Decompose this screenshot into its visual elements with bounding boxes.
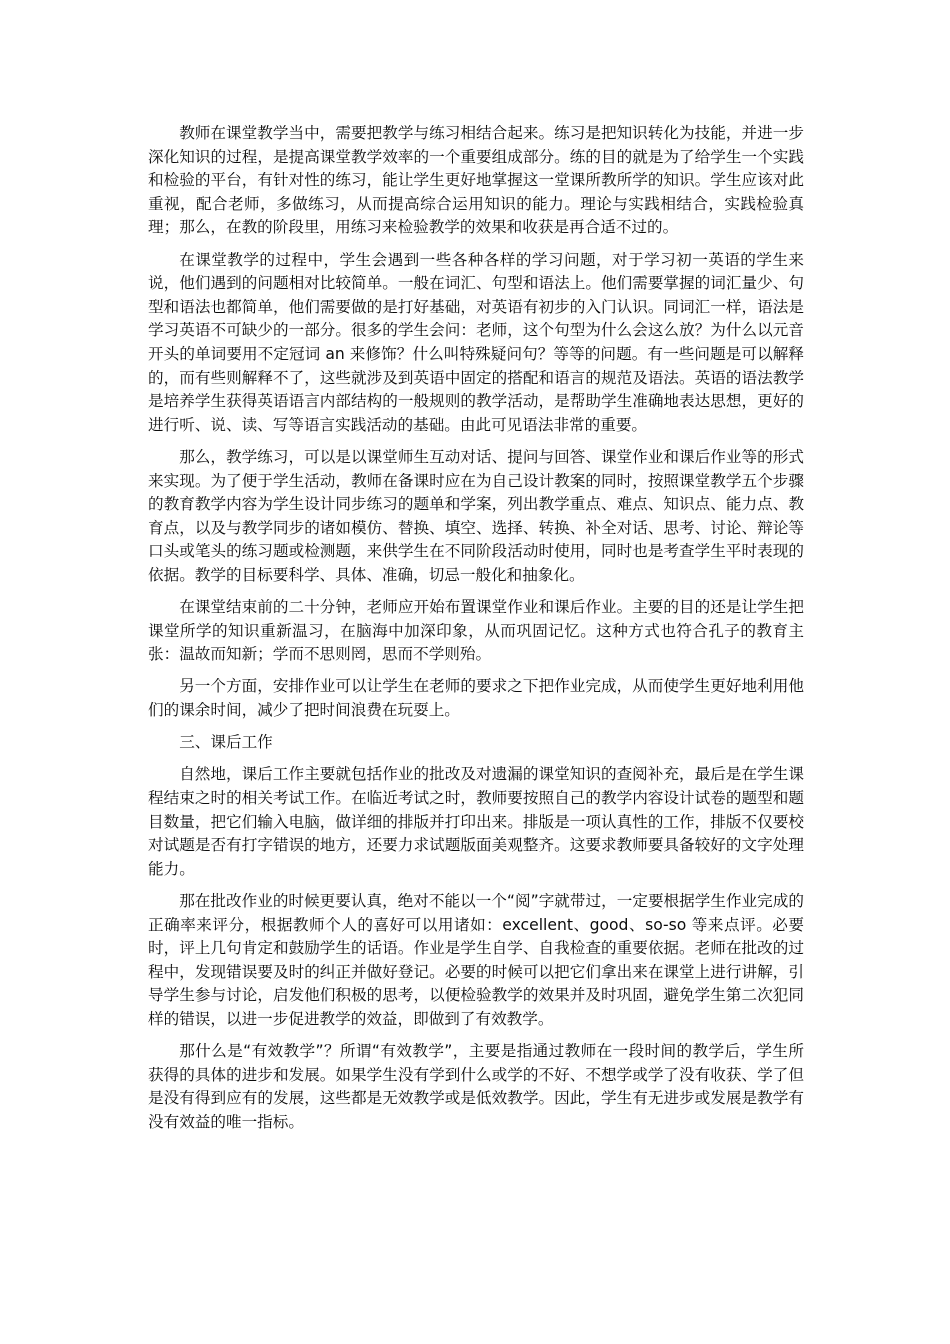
paragraph: 那么，教学练习，可以是以课堂师生互动对话、提问与回答、课堂作业和课后作业等的形式来实现。为了便于学生活动，教师在备课时应在为自己设计教案的同时，按照课堂教学五个步骤的教育教学内容为学生设计同步练习的题单和学案，列出教学重点、难点、知识点、能力点、教育点，以及与教学同步的诸如模仿、替换、填空、选择、转换、补全对话、思考、讨论、辩论等口头或笔头的练习题或检测题，来供学生在不同阶段活动时使用，同时也是考查学生平时表现的依据。教学的目标要科学、具体、准确，切忌一般化和抽象化。 — [148, 447, 804, 584]
document-body — [148, 122, 804, 1143]
paragraph: 另一个方面，安排作业可以让学生在老师的要求之下把作业完成，从而使学生更好地利用他们的课余时间，减少了把时间浪费在玩耍上。 — [148, 677, 804, 720]
paragraph: 在课堂结束前的二十分钟，老师应开始布置课堂作业和课后作业。主要的目的还是让学生把课堂所学的知识重新温习，在脑海中加深印象，从而巩固记忆。这种方式也符合孔子的教育主张：温故而知新；学而不思则罔，思而不学则殆。 — [148, 598, 804, 664]
paragraph: 教师在课堂教学当中，需要把教学与练习相结合起来。练习是把知识转化为技能，并进一步深化知识的过程，是提高课堂教学效率的一个重要组成部分。练的目的就是为了给学生一个实践和检验的平台，有针对性的练习，能让学生更好地掌握这一堂课所教所学的知识。学生应该对此重视，配合老师，多做练习，从而提高综合运用知识的能力。理论与实践相结合，实践检验真理；那么，在教的阶段里，用练习来检验教学的效果和收获是再合适不过的。 — [148, 124, 804, 237]
paragraph: 自然地，课后工作主要就包括作业的批改及对遗漏的课堂知识的查阅补充，最后是在学生课程结束之时的相关考试工作。在临近考试之时，教师要按照自己的教学内容设计试卷的题型和题目数量，把它们输入电脑，做详细的排版并打印出来。排版是一项认真性的工作，排版不仅要校对试题是否有打字错误的地方，还要力求试题版面美观整齐。这要求教师要具备较好的文字处理能力。 — [148, 765, 804, 878]
paragraph: 那什么是“有效教学”？所谓“有效教学”，主要是指通过教师在一段时间的教学后，学生所获得的具体的进步和发展。如果学生没有学到什么或学的不好、不想学或学了没有收获、学了但是没有得到应有的发展，这些都是无效教学或是低效教学。因此，学生有无进步或发展是教学有没有效益的唯一指标。 — [148, 1042, 804, 1131]
paragraph: 那在批改作业的时候更要认真，绝对不能以一个“阅”字就带过，一定要根据学生作业完成的正确率来评分，根据教师个人的喜好可以用诸如：excellent、good、so-so 等来点评。必要时，评上几句肯定和鼓励学生的话语。作业是学生自学、自我检查的重要依据。老师在批改的过程中，发现错误要及时的纠正并做好登记。必要的时候可以把它们拿出来在课堂上进行讲解，引导学生参与讨论，启发他们积极的思考，以便检验教学的效果并及时巩固，避免学生第二次犯同样的错误，以进一步促进教学的效益，即做到了有效教学。 — [148, 891, 804, 1028]
section-heading: 三、课后工作 — [179, 733, 273, 752]
paragraph: 在课堂教学的过程中，学生会遇到一些各种各样的学习问题，对于学习初一英语的学生来说，他们遇到的问题相对比较简单。一般在词汇、句型和语法上。他们需要掌握的词汇量少、句型和语法也都简单，他们需要做的是打好基础，对英语有初步的入门认识。同词汇一样，语法是学习英语不可缺少的一部分。很多的学生会问：老师，这个句型为什么会这么放？为什么以元音开头的单词要用不定冠词 an 来修饰？什么叫特殊疑问句？等等的问题。有一些问题是可以解释的，而有些则解释不了，这些就涉及到英语中固定的搭配和语言的规范及语法。英语的语法教学是培养学生获得英语语言内部结构的一般规则的教学活动，是帮助学生准确地表达思想，更好的进行听、说、读、写等语言实践活动的基础。由此可见语法非常的重要。 — [148, 250, 804, 434]
